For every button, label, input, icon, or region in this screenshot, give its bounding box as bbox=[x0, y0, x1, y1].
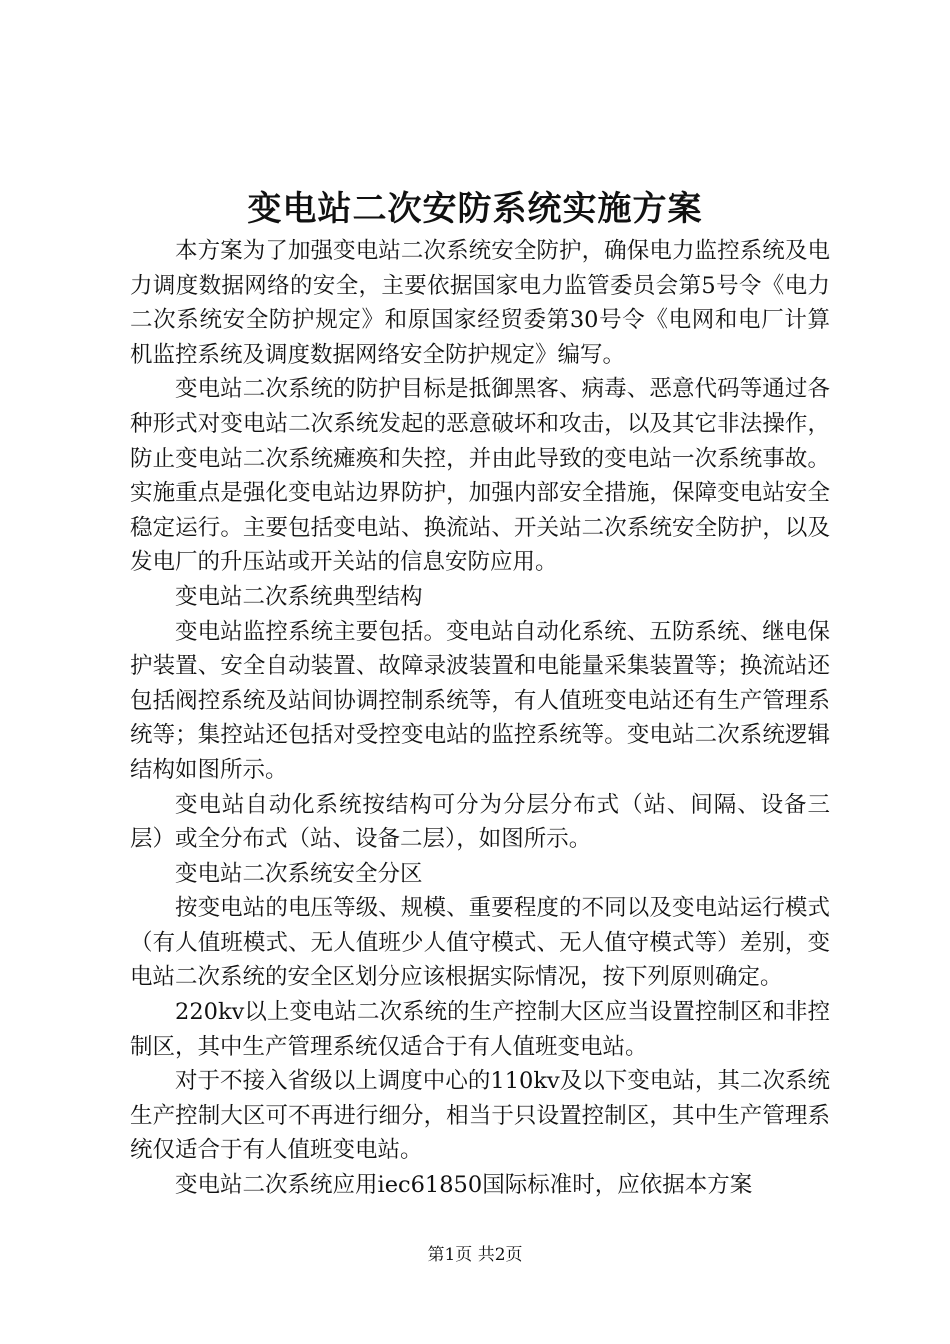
section-heading: 变电站二次系统典型结构 bbox=[175, 583, 423, 610]
section-heading: 变电站二次系统安全分区 bbox=[175, 860, 423, 887]
page-number-footer: 第1页 共2页 bbox=[427, 1245, 523, 1265]
paragraph: 变电站二次系统应用iec61850国际标准时，应依据本方案 bbox=[175, 1172, 753, 1199]
paragraph: 变电站自动化系统按结构可分为分层分布式（站、间隔、设备三层）或全分布式（站、设备二层），如图所示。 bbox=[130, 791, 830, 853]
paragraph: 变电站监控系统主要包括。变电站自动化系统、五防系统、继电保护装置、安全自动装置、故障录波装置和电能量采集装置等；换流站还包括阀控系统及站间协调控制系统等，有人值班变电站还有生产管理系统等；集控站还包括对受控变电站的监控系统等。变电站二次系统逻辑结构如图所示。 bbox=[130, 618, 830, 783]
paragraph: 220kv以上变电站二次系统的生产控制大区应当设置控制区和非控制区，其中生产管理系统仅适合于有人值班变电站。 bbox=[130, 999, 830, 1060]
document-body bbox=[130, 234, 830, 1203]
paragraph: 变电站二次系统的防护目标是抵御黑客、病毒、恶意代码等通过各种形式对变电站二次系统发起的恶意破坏和攻击，以及其它非法操作，防止变电站二次系统瘫痪和失控，并由此导致的变电站一次系统事故。实施重点是强化变电站边界防护，加强内部安全措施，保障变电站安全稳定运行。主要包括变电站、换流站、开关站二次系统安全防护，以及发电厂的升压站或开关站的信息安防应用。 bbox=[130, 376, 830, 576]
paragraph: 按变电站的电压等级、规模、重要程度的不同以及变电站运行模式（有人值班模式、无人值班少人值守模式、无人值守模式等）差别，变电站二次系统的安全区划分应该根据实际情况，按下列原则确定。 bbox=[130, 895, 830, 991]
paragraph: 本方案为了加强变电站二次系统安全防护，确保电力监控系统及电力调度数据网络的安全，主要依据国家电力监管委员会第5号令《电力二次系统安全防护规定》和原国家经贸委第30号令《电网和电厂计算机监控系统及调度数据网络安全防护规定》编写。 bbox=[130, 238, 830, 368]
paragraph: 对于不接入省级以上调度中心的110kv及以下变电站，其二次系统生产控制大区可不再进行细分，相当于只设置控制区，其中生产管理系统仅适合于有人值班变电站。 bbox=[130, 1068, 830, 1164]
document-title: 变电站二次安防系统实施方案 bbox=[247, 189, 703, 229]
